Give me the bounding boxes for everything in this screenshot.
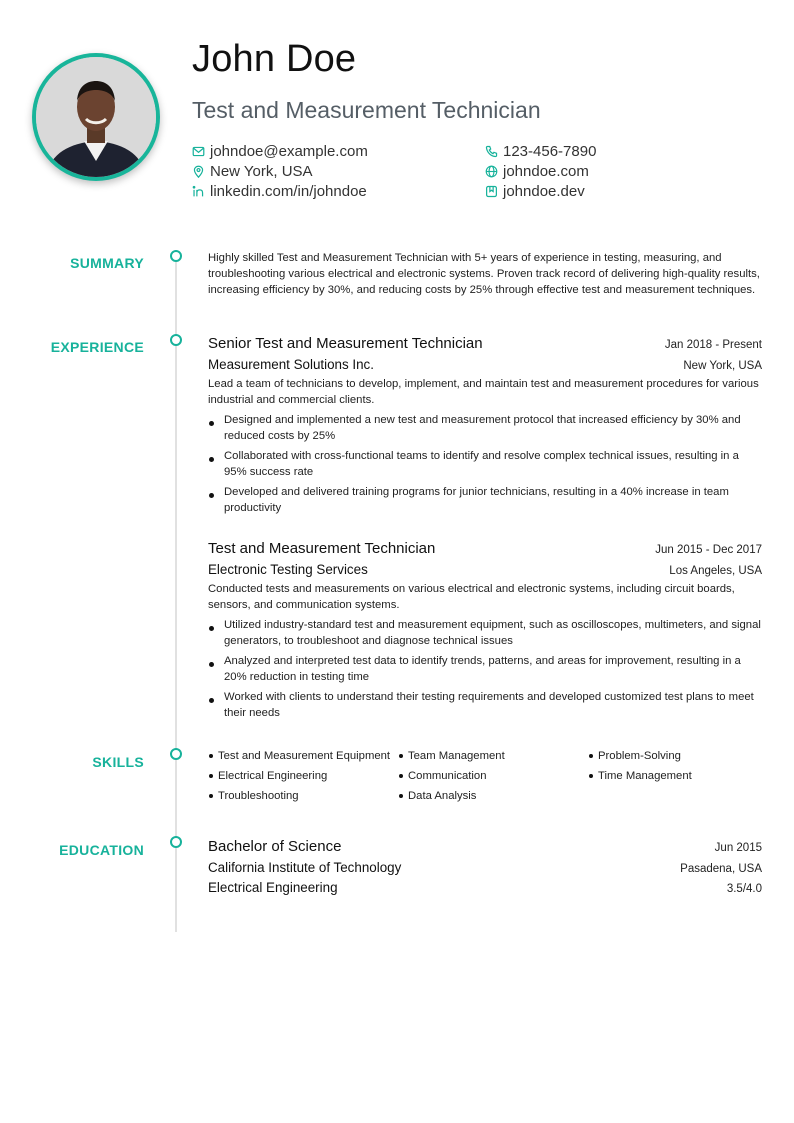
role-dates: Jan 2018 - Present [664, 339, 762, 351]
timeline-dot [170, 748, 182, 760]
skills-column [588, 748, 762, 808]
skill-item: Communication [398, 768, 588, 784]
role-dates: Jun 2015 - Dec 2017 [655, 544, 762, 556]
experience-entry [208, 540, 762, 721]
summary-heading: SUMMARY [70, 255, 144, 271]
contact-phone[interactable] [485, 143, 685, 160]
bookmark-icon [485, 185, 498, 198]
timeline-dot [170, 250, 182, 262]
achievement-list [208, 617, 762, 721]
skill-item: Time Management [588, 768, 762, 784]
list-item: Analyzed and interpreted test data to identify trends, patterns, and areas for improvement, resulting in a 20% reduction in testing time [208, 653, 762, 685]
timeline-dot [170, 836, 182, 848]
contact-portfolio[interactable] [485, 183, 685, 200]
contact-linkedin[interactable] [192, 183, 485, 200]
company-location: Los Angeles, USA [669, 565, 762, 577]
phone-icon [485, 145, 498, 158]
skill-item: Electrical Engineering [208, 768, 398, 784]
skill-item: Test and Measurement Equipment [208, 748, 398, 764]
role-title: Test and Measurement Technician [208, 540, 436, 557]
company-name: Electronic Testing Services [208, 562, 368, 577]
profile-photo [36, 57, 156, 177]
role-title: Senior Test and Measurement Technician [208, 335, 483, 352]
list-item: Designed and implemented a new test and measurement protocol that increased efficiency by 30% and reduced costs by 25% [208, 412, 762, 444]
linkedin-icon [192, 185, 205, 198]
education-heading: EDUCATION [59, 842, 144, 858]
gpa: 3.5/4.0 [726, 883, 762, 895]
summary-text: Highly skilled Test and Measurement Technician with 5+ years of experience in testing, measuring, and troubleshooting various electrical and electronic systems. Proven track record of delivering high-quality results, increasing efficiency by 30%, and reducing costs by 25% through effective test and measurement techniques. [208, 252, 760, 296]
achievement-list [208, 412, 762, 516]
skill-item: Problem-Solving [588, 748, 762, 764]
job-title: Test and Measurement Technician [192, 97, 541, 123]
company-name: Measurement Solutions Inc. [208, 357, 374, 372]
experience-entry [208, 335, 762, 516]
profile-photo-frame [32, 53, 160, 181]
list-item: Developed and delivered training programs for junior technicians, resulting in a 40% increase in team productivity [208, 484, 762, 516]
mail-icon [192, 145, 205, 158]
location-text: New York, USA [210, 163, 313, 180]
email-text: johndoe@example.com [210, 143, 368, 160]
globe-icon [485, 165, 498, 178]
timeline-dot [170, 334, 182, 346]
skills-grid [208, 748, 762, 808]
contact-list [192, 143, 612, 200]
role-description: Conducted tests and measurements on various electrical and electronic systems, including circuit boards, sensors, and communication systems. [208, 583, 735, 611]
experience-heading: EXPERIENCE [50, 339, 144, 355]
skills-heading: SKILLS [92, 754, 144, 770]
school-location: Pasadena, USA [680, 863, 762, 875]
avatar [36, 57, 156, 177]
contact-location [192, 163, 485, 180]
skills-column [208, 748, 398, 808]
phone-text: 123-456-7890 [503, 143, 597, 160]
skill-item: Team Management [398, 748, 588, 764]
portfolio-text: johndoe.dev [503, 183, 585, 200]
degree-title: Bachelor of Science [208, 838, 342, 855]
linkedin-text: linkedin.com/in/johndoe [210, 183, 367, 200]
contact-website[interactable] [485, 163, 685, 180]
graduation-date: Jun 2015 [714, 842, 762, 854]
map-pin-icon [192, 165, 205, 178]
list-item: Collaborated with cross-functional teams to identify and resolve complex technical issues, resulting in a 95% success rate [208, 448, 762, 480]
timeline-line [175, 256, 177, 932]
list-item: Worked with clients to understand their testing requirements and developed customized test plans to meet their needs [208, 689, 762, 721]
skills-column [398, 748, 588, 808]
company-location: New York, USA [683, 360, 762, 372]
role-description: Lead a team of technicians to develop, implement, and maintain test and measurement procedures for various industrial and commercial clients. [208, 378, 759, 406]
school-name: California Institute of Technology [208, 860, 402, 875]
website-text: johndoe.com [503, 163, 589, 180]
list-item: Utilized industry-standard test and measurement equipment, such as oscilloscopes, multimeters, and signal generators, to troubleshoot and diagnose technical issues [208, 617, 762, 649]
education-entry [208, 838, 762, 895]
skill-item: Troubleshooting [208, 788, 398, 804]
field-of-study: Electrical Engineering [208, 880, 338, 895]
candidate-name: John Doe [192, 38, 357, 80]
skill-item: Data Analysis [398, 788, 588, 804]
contact-email[interactable] [192, 143, 485, 160]
